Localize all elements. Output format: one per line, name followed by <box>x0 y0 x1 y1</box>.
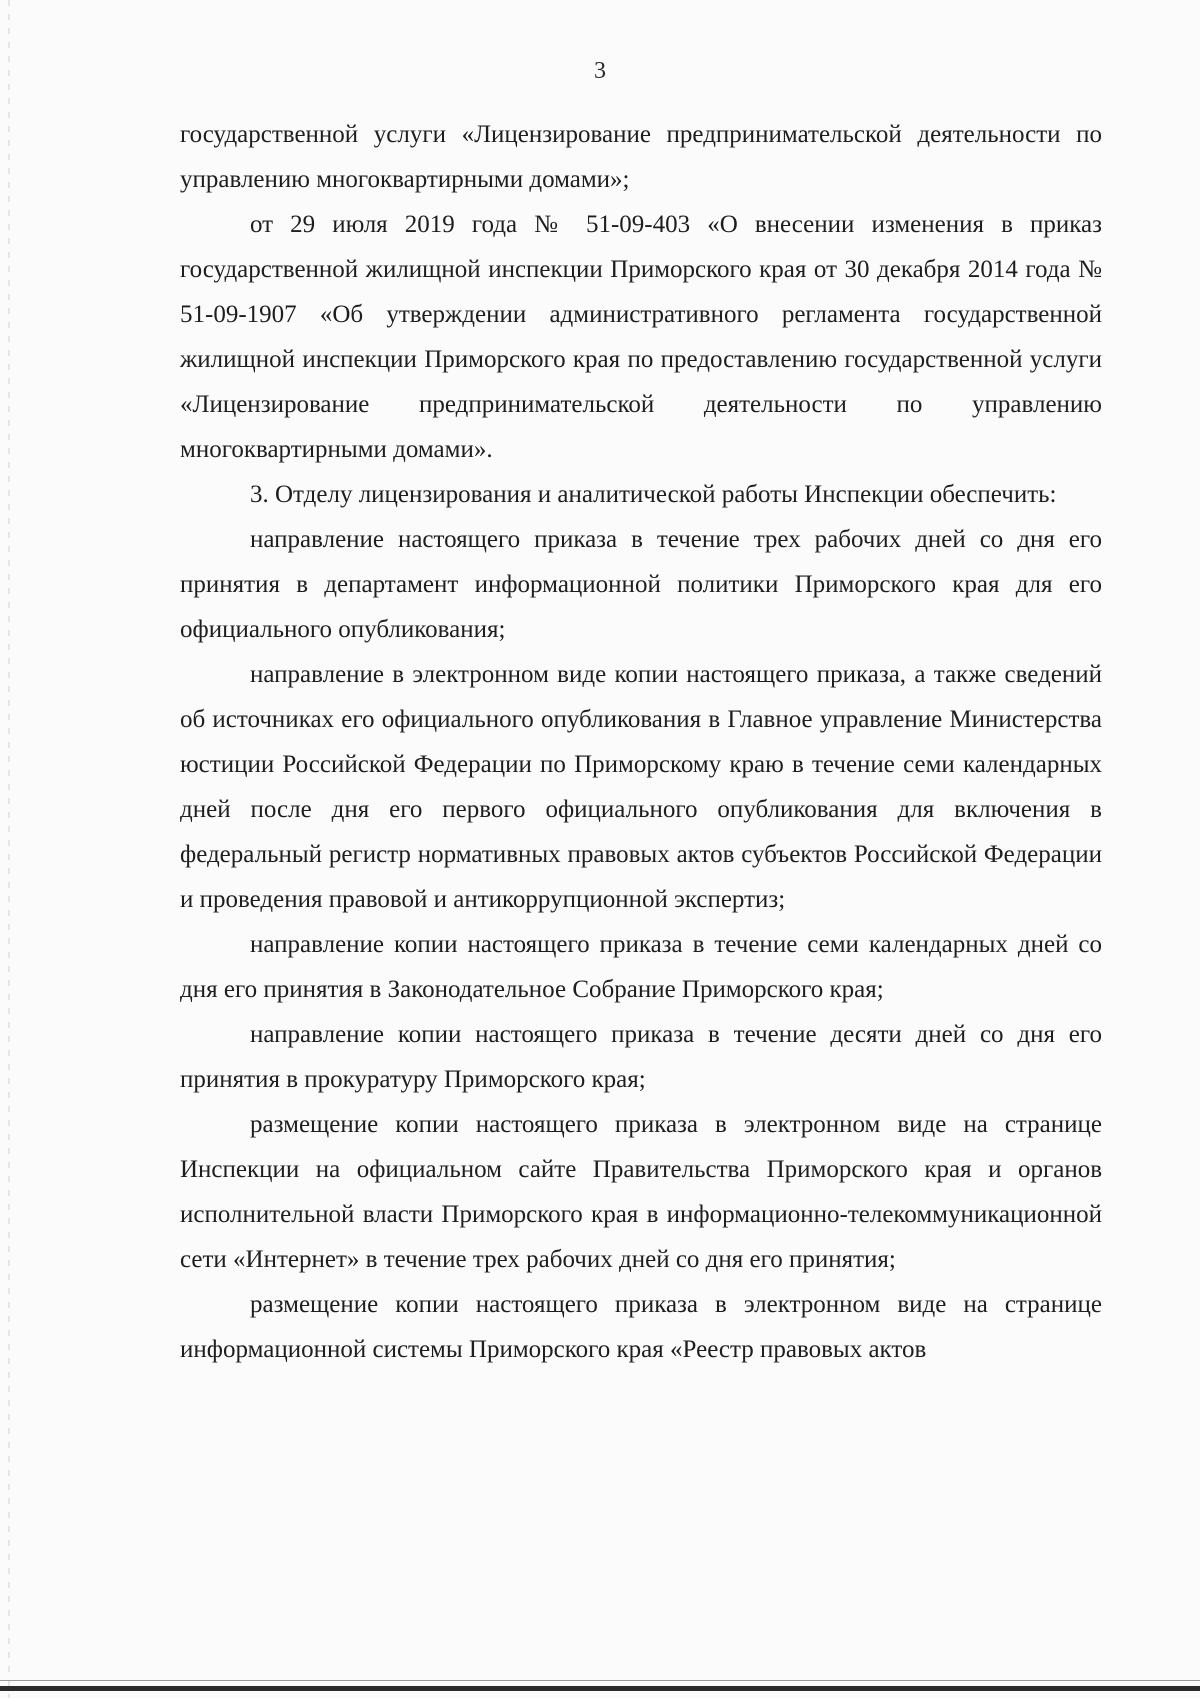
paragraph-legislative-assembly: направление копии настоящего приказа в течение семи календарных дней со дня его принятия в Законодательное Собрание Приморского края; <box>180 931 1102 1003</box>
scan-edge-artifact <box>8 0 10 1698</box>
paragraph-continuation: государственной услуги «Лицензирование предпринимательской деятельности по управлению многоквартирными домами»; <box>180 121 1102 193</box>
paragraph-registry: размещение копии настоящего приказа в электронном виде на странице информационной системы Приморского края «Реестр правовых актов <box>180 1291 1102 1363</box>
paragraph-ministry-justice: направление в электронном виде копии настоящего приказа, а также сведений об источниках его официального опубликования в Главное управление Министерства юстиции Российской Федерации по Приморскому краю в течение семи календарных дней после дня его первого официального опубликования для включения в федеральный регистр нормативных правовых актов субъектов Российской Федерации и проведения правовой и антикоррупционной экспертиз; <box>180 661 1102 913</box>
paragraph-item-3: 3. Отделу лицензирования и аналитической работы Инспекции обеспечить: <box>250 481 1057 508</box>
scan-bottom-line-thin <box>0 1680 1200 1681</box>
document-body <box>180 112 1102 1372</box>
page-number: 3 <box>594 58 606 84</box>
paragraph-order-reference: от 29 июля 2019 года № 51-09-403 «О внесении изменения в приказ государственной жилищной инспекции Приморского края от 30 декабря 2014 года № 51-09-1907 «Об утверждении административного регламента государственной жилищной инспекции Приморского края по предоставлению государственной услуги «Лицензирование предпринимательской деятельности по управлению многоквартирными домами». <box>180 211 1102 463</box>
paragraph-prosecutor: направление копии настоящего приказа в течение десяти дней со дня его принятия в прокуратуру Приморского края; <box>180 1021 1102 1093</box>
scan-bottom-edge <box>0 1686 1200 1691</box>
paragraph-official-site: размещение копии настоящего приказа в электронном виде на странице Инспекции на официальном сайте Правительства Приморского края и органов исполнительной власти Приморского края в информационно-телекоммуникационной сети «Интернет» в течение трех рабочих дней со дня его принятия; <box>180 1111 1102 1273</box>
paragraph-publication: направление настоящего приказа в течение трех рабочих дней со дня его принятия в департамент информационной политики Приморского края для его официального опубликования; <box>180 526 1102 643</box>
